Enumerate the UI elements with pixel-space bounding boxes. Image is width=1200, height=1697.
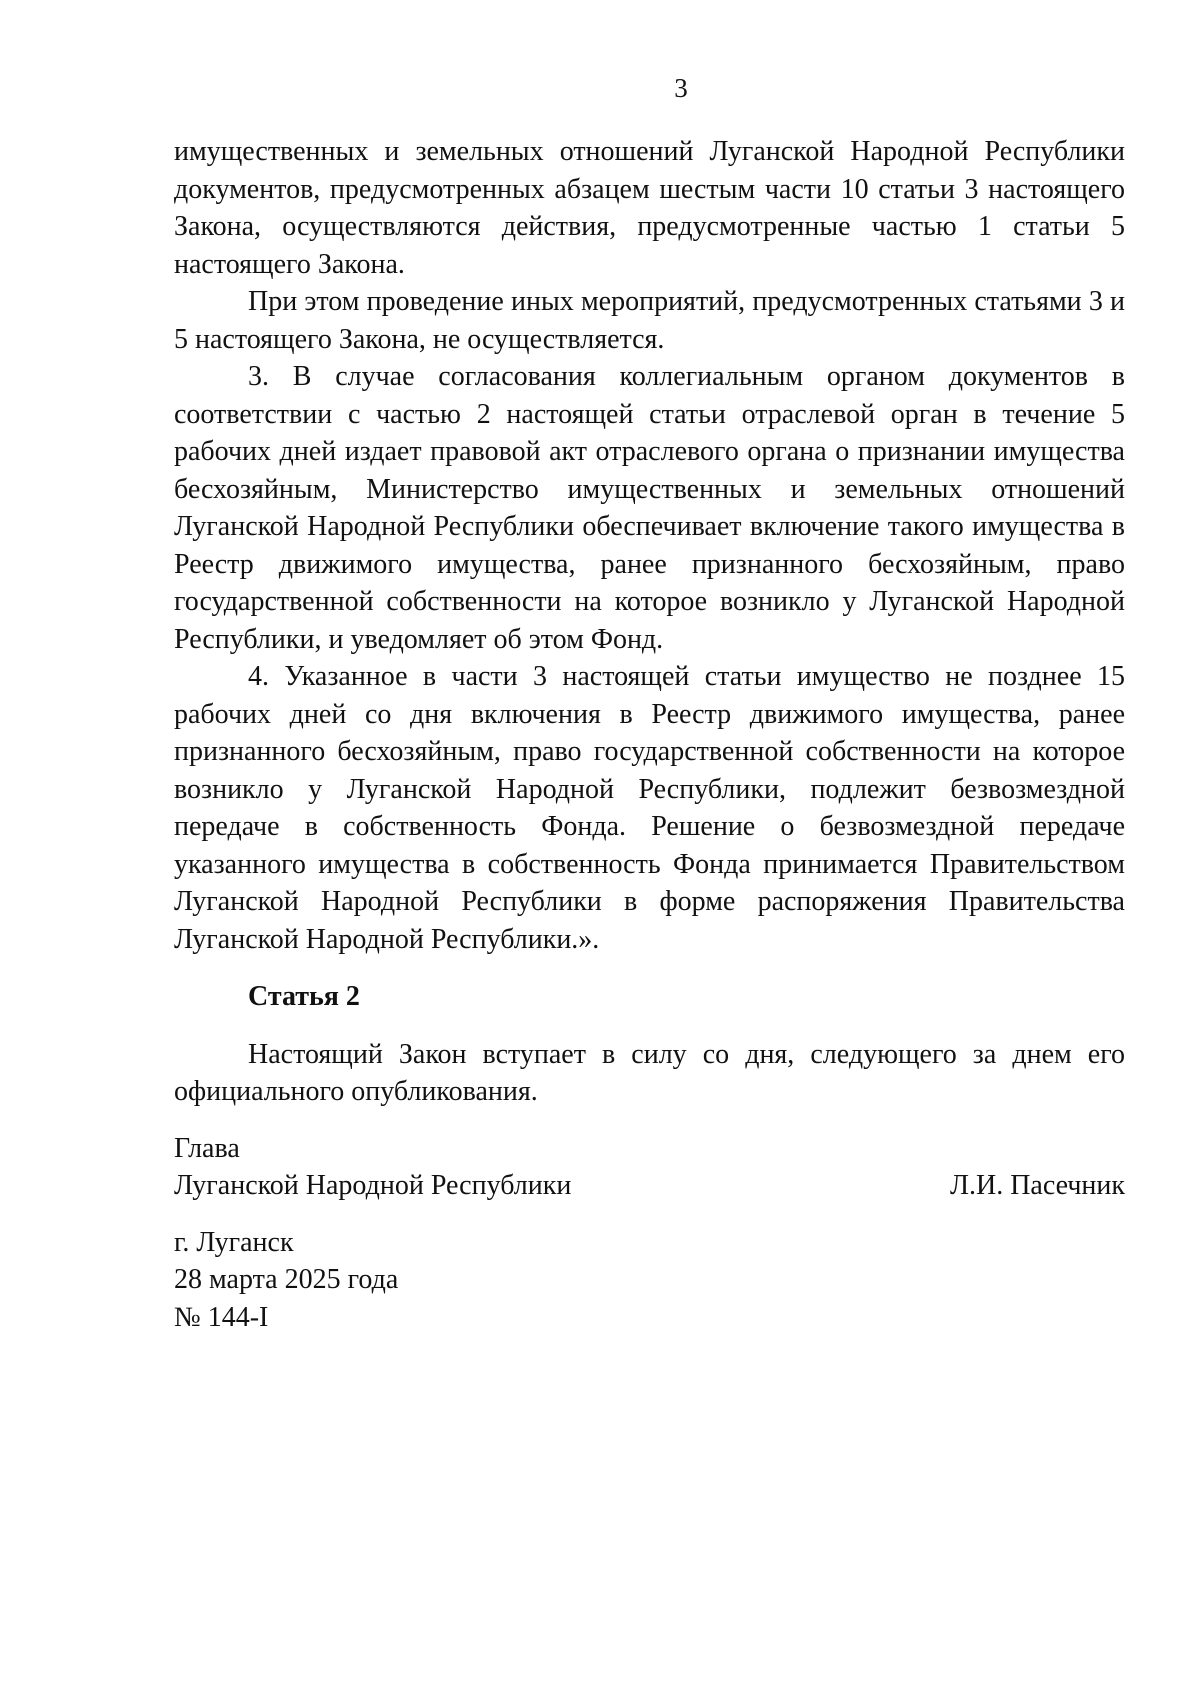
- paragraph-continuation: имущественных и земельных отношений Луганской Народной Республики документов, предусмотренных абзацем шестым части 10 статьи 3 настоящего Закона, осуществляются действия, предусмотренные частью 1 статьи 5 настоящего Закона.: [174, 136, 1125, 280]
- paragraph-part-3: 3. В случае согласования коллегиальным органом документов в соответствии с частью 2 настоящей статьи отраслевой орган в течение 5 рабочих дней издает правовой акт отраслевого органа о признании имущества бесхозяйным, Министерство имущественных и земельных отношений Луганской Народной Республики обеспечивает включение такого имущества в Реестр движимого имущества, ранее признанного бесхозяйным, право государственной собственности на которое возникло у Луганской Народной Республики, и уведомляет об этом Фонд.: [174, 361, 1125, 655]
- document-meta: [174, 1224, 1125, 1337]
- document-body: [174, 133, 1125, 1336]
- article-2-heading: Статья 2: [248, 981, 360, 1012]
- signature-row: [174, 1167, 1125, 1205]
- paragraph-other-measures: При этом проведение иных мероприятий, предусмотренных статьями 3 и 5 настоящего Закона, не осуществляется.: [174, 286, 1125, 355]
- document-number: № 144-I: [174, 1301, 269, 1333]
- signature-title-line2: Луганской Народной Республики: [174, 1170, 572, 1201]
- signature-title-line1: Глава: [174, 1132, 240, 1164]
- article-2-text: Настоящий Закон вступает в силу со дня, следующего за днем его официального опубликования.: [174, 1038, 1125, 1107]
- document-city: г. Луганск: [174, 1226, 294, 1258]
- paragraph-part-4: 4. Указанное в части 3 настоящей статьи имущество не позднее 15 рабочих дней со дня включения в Реестр движимого имущества, ранее признанного бесхозяйным, право государственной собственности на которое возникло у Луганской Народной Республики, подлежит безвозмездной передаче в собственность Фонда. Решение о безвозмездной передаче указанного имущества в собственность Фонда принимается Правительством Луганской Народной Республики в форме распоряжения Правительства Луганской Народной Республики.».: [174, 661, 1125, 955]
- page-number: 3: [674, 73, 688, 103]
- document-date: 28 марта 2025 года: [174, 1264, 399, 1295]
- signatory-name: Л.И. Пасечник: [949, 1170, 1125, 1201]
- signature-block: [174, 1130, 1125, 1205]
